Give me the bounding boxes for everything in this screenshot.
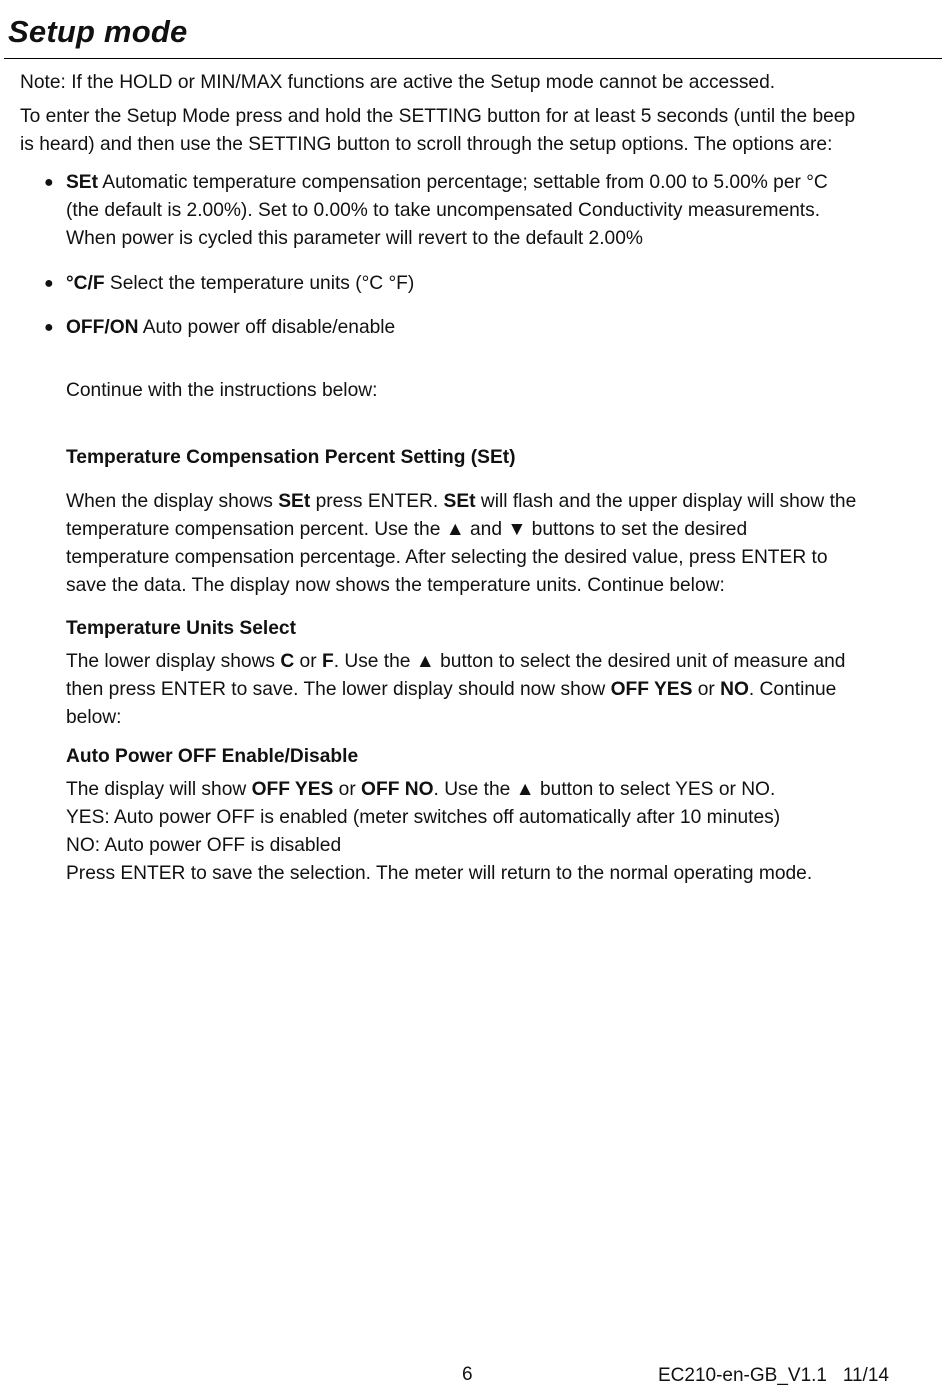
section-set-line-4: save the data. The display now shows the temperature units. Continue below: [66, 575, 725, 596]
option-key: °C/F [66, 273, 105, 294]
text-run: then press ENTER to save. The lower display should now show [66, 679, 611, 700]
section-power-line-3: NO: Auto power OFF is disabled [66, 835, 342, 856]
section-power-line-4: Press ENTER to save the selection. The meter will return to the normal operating mode. [66, 863, 813, 884]
option-cf [66, 270, 936, 298]
bullet-dot: ● [44, 319, 54, 336]
option-set [66, 169, 936, 197]
text-run-bold: C [280, 651, 295, 672]
option-key: OFF/ON [66, 317, 139, 338]
text-run: . Use the ▲ button to select YES or NO. [433, 779, 776, 800]
option-offon [66, 314, 936, 342]
bullet-dot: ● [44, 275, 54, 292]
text-run-bold: SEt [278, 491, 311, 512]
section-power-line-2: YES: Auto power OFF is enabled (meter switches off automatically after 10 minutes) [66, 807, 781, 828]
section-set-line-3: temperature compensation percentage. After selecting the desired value, press ENTER to [66, 547, 828, 568]
text-run: will flash and the upper display will show the [475, 491, 857, 512]
section-set-line-2: temperature compensation percent. Use the ▲ and ▼ buttons to set the desired [66, 519, 748, 540]
option-set-line-2: (the default is 2.00%). Set to 0.00% to take uncompensated Conductivity measurements. [66, 200, 821, 221]
continue-text: Continue with the instructions below: [66, 380, 378, 401]
text-run: press ENTER. [310, 491, 444, 512]
option-desc: Automatic temperature compensation percentage; settable from 0.00 to 5.00% per °C [98, 172, 828, 193]
bullet-dot: ● [44, 174, 54, 191]
section-units-line-2 [66, 676, 936, 704]
text-run: The lower display shows [66, 651, 281, 672]
section-heading-set: Temperature Compensation Percent Setting (SEt) [66, 447, 516, 468]
text-run: The display will show [66, 779, 252, 800]
option-desc: Select the temperature units (°C °F) [104, 273, 415, 294]
text-run: or [294, 651, 322, 672]
text-run-bold: F [321, 651, 334, 672]
text-run: or [692, 679, 721, 700]
title-divider [4, 58, 942, 59]
option-desc: Auto power off disable/enable [138, 317, 396, 338]
section-set-line-1 [66, 488, 936, 516]
text-run: When the display shows [66, 491, 279, 512]
section-heading-power: Auto Power OFF Enable/Disable [66, 746, 359, 767]
section-heading-units: Temperature Units Select [66, 618, 296, 639]
footer-page-number: 6 [462, 1364, 473, 1385]
text-run-bold: OFF YES [610, 679, 693, 700]
text-run: . Use the ▲ button to select the desired unit of measure and [333, 651, 846, 672]
section-units-line-3: below: [66, 707, 122, 728]
option-key: SEt [66, 172, 98, 193]
intro-line-1: To enter the Setup Mode press and hold the SETTING button for at least 5 seconds (until the beep [20, 106, 856, 127]
text-run-bold: NO [720, 679, 749, 700]
text-run: or [333, 779, 362, 800]
text-run-bold: OFF YES [251, 779, 334, 800]
text-run: . Continue [748, 679, 837, 700]
section-units-line-1 [66, 648, 936, 676]
text-run-bold: SEt [443, 491, 476, 512]
intro-line-2: is heard) and then use the SETTING button to scroll through the setup options. The options are: [20, 134, 833, 155]
page-title: Setup mode [8, 14, 188, 49]
footer-doc-id: EC210-en-GB_V1.1 11/14 [658, 1365, 889, 1386]
note-text: Note: If the HOLD or MIN/MAX functions are active the Setup mode cannot be accessed. [20, 72, 776, 93]
text-run-bold: OFF NO [361, 779, 434, 800]
section-power-line-1 [66, 776, 936, 804]
option-set-line-3: When power is cycled this parameter will revert to the default 2.00% [66, 228, 643, 249]
